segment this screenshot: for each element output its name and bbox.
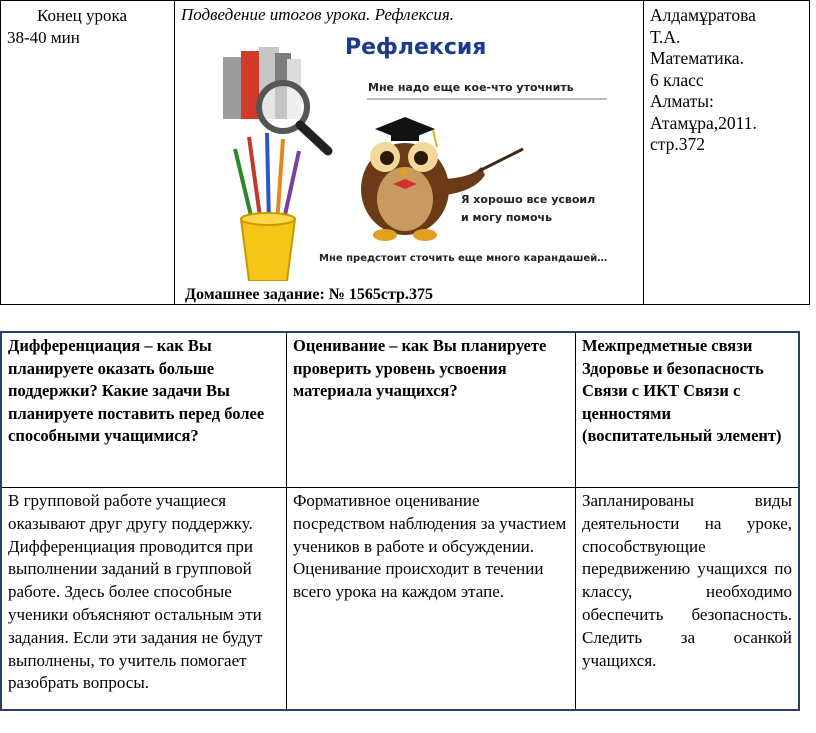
caption-pencils: Мне предстоит сточить еще много карандашей… xyxy=(319,253,608,264)
resource-line: Математика. xyxy=(650,48,744,68)
divider xyxy=(367,98,607,100)
cross-curricular-cell: Запланированы виды деятельности на уроке, способствующие передвижению учащихся по классу, необходимо обеспечить безопасность. Следить за осанкой учащихся. xyxy=(582,491,792,670)
caption-clarify: Мне надо еще кое-что уточнить xyxy=(368,81,574,94)
assessment-column xyxy=(287,333,576,709)
resource-line: Атамұра,2011. xyxy=(650,112,757,133)
reflection-artwork xyxy=(183,29,628,281)
assessment-cell: Формативное оценивание посредством наблюдения за участием учеников в работе и обсуждении. Оценивание происходит в течении всего урока на каждом этапе. xyxy=(293,491,567,602)
illustration-title: Рефлексия xyxy=(345,35,487,60)
caption-understood xyxy=(461,191,595,227)
reflection-illustration xyxy=(183,29,628,281)
stage-time: 38-40 мин xyxy=(7,28,80,47)
cross-curricular-header: Межпредметные связи Здоровье и безопасность Связи с ИКТ Связи с ценностями (воспитательный элемент) xyxy=(582,336,782,445)
activity-title: Подведение итогов урока. Рефлексия. xyxy=(181,5,455,24)
stage-label: Конец урока xyxy=(37,6,128,25)
homework-label: Домашнее задание: № 1565стр.375 xyxy=(185,286,433,303)
differentiation-column xyxy=(2,333,287,709)
cross-curricular-column xyxy=(576,333,798,709)
differentiation-header: Дифференциация – как Вы планируете оказать больше поддержки? Какие задачи Вы планируете поставить перед более способными учащимися? xyxy=(8,336,265,445)
resources-cell xyxy=(643,0,810,305)
resource-line: Алдамұратова xyxy=(650,5,756,25)
pencil-cup-icon xyxy=(235,133,299,281)
differentiation-cell: В групповой работе учащиеся оказывают друг другу поддержку. Дифференциация проводится при выполнении заданий в групповой работе. Здесь более способные ученики объясняют остальным эти задания. Если эти задания не будут выполнены, то учитель помогает разобрать вопросы. xyxy=(8,491,263,693)
planning-table xyxy=(0,331,800,711)
resource-line: стр.372 xyxy=(650,134,706,154)
resource-line: Т.А. xyxy=(650,26,681,47)
stage-cell xyxy=(0,0,175,305)
row-divider xyxy=(2,487,798,488)
caption-understood-line1: Я хорошо все усвоил xyxy=(461,193,596,206)
magnifier-icon xyxy=(259,83,328,151)
resource-line: Алматы: xyxy=(650,91,714,111)
assessment-header: Оценивание – как Вы планируете проверить уровень усвоения материала учащихся? xyxy=(293,336,547,400)
activity-cell xyxy=(174,0,644,305)
lesson-end-table xyxy=(0,0,810,306)
resource-line: 6 класс xyxy=(650,69,704,90)
caption-understood-line2: и могу помочь xyxy=(461,211,553,224)
